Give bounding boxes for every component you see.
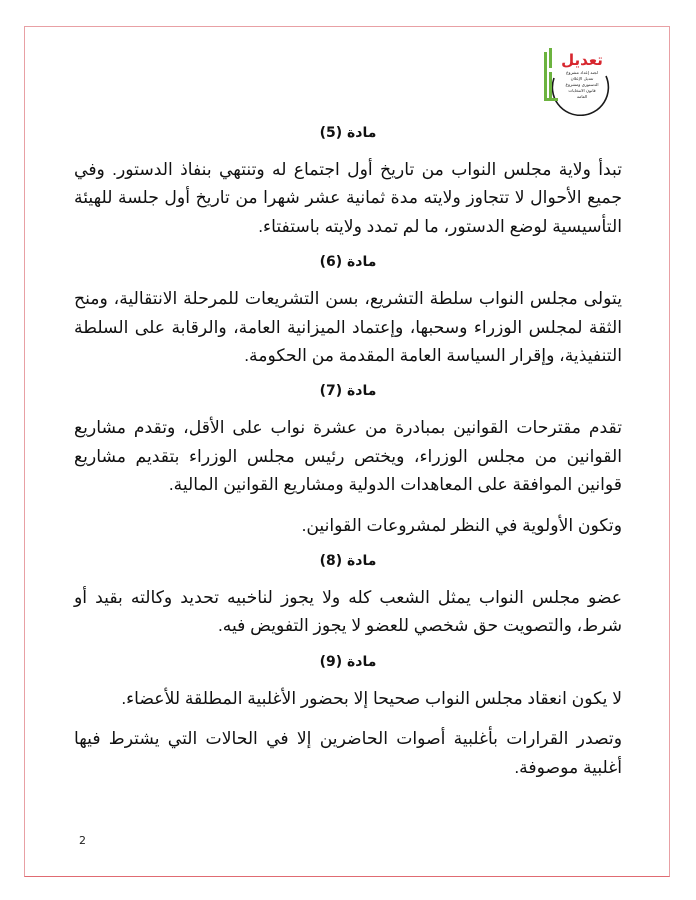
article-paragraph: وتكون الأولوية في النظر لمشروعات القوانين.: [301, 514, 622, 535]
logo-green-stroke: [544, 52, 547, 100]
article-heading: مادة (7): [319, 383, 377, 400]
article-5: [74, 123, 622, 240]
document-body: [74, 118, 622, 793]
logo-green-stroke: [549, 48, 552, 68]
article-heading: مادة (8): [319, 553, 377, 570]
article-paragraph: يتولى مجلس النواب سلطة التشريع، بسن التشريعات للمرحلة الانتقالية، ومنح الثقة لمجلس الوزراء وسحبها، وإعتماد الميزانية العامة، والرقابة على السلطة التنفيذية، وإقرار السياسة العامة المقدمة من الحكومة.: [74, 288, 622, 366]
logo-green-stroke: [549, 72, 552, 100]
logo-graphic: [540, 46, 612, 116]
article-paragraph: تقدم مقترحات القوانين بمبادرة من عشرة نواب على الأقل، وتقدم مشاريع القوانين من مجلس الوزراء، ويختص رئيس مجلس الوزراء بتقديم مشاريع قوانين الموافقة على المعاهدات الدولية ومشاريع القوانين المالية.: [74, 417, 622, 495]
logo-green-stroke: [544, 98, 558, 101]
article-paragraph: عضو مجلس النواب يمثل الشعب كله ولا يجوز لناخبيه تحديد وكالته بقيد أو شرط، والتصويت حق شخصي للعضو لا يجوز التفويض فيه.: [74, 587, 622, 636]
page-number: 2: [79, 834, 86, 847]
article-9: [74, 652, 622, 781]
logo-caption-line: قانون الانتخابات: [568, 88, 596, 93]
article-8: [74, 551, 622, 640]
article-paragraph: تبدأ ولاية مجلس النواب من تاريخ أول اجتماع له وتنتهي بنفاذ الدستور. وفي جميع الأحوال لا تتجاوز ولايته مدة ثمانية عشر شهرا من تاريخ أول جلسة للهيئة التأسيسية لوضع الدستور، ما لم تمدد ولايته باستفتاء.: [74, 159, 622, 236]
article-6: [74, 252, 622, 369]
logo-caption-line: تعديل الإعلان: [570, 76, 594, 81]
logo-caption-line: لجنة إعداد مشروع: [566, 70, 598, 75]
logo-title: تعديل: [561, 51, 603, 69]
article-paragraph: وتصدر القرارات بأغلبية أصوات الحاضرين إلا في الحالات التي يشترط فيها أغلبية موصوفة.: [74, 728, 622, 777]
article-heading: مادة (6): [319, 254, 377, 271]
organization-logo: [540, 46, 612, 116]
logo-caption-line: الدستوري ومشروع: [565, 82, 599, 87]
article-7: [74, 381, 622, 539]
article-paragraph: لا يكون انعقاد مجلس النواب صحيحا إلا بحضور الأغلبية المطلقة للأعضاء.: [121, 687, 622, 708]
article-heading: مادة (9): [319, 653, 377, 670]
logo-caption-line: العامة: [576, 94, 588, 99]
article-heading: مادة (5): [319, 125, 377, 141]
